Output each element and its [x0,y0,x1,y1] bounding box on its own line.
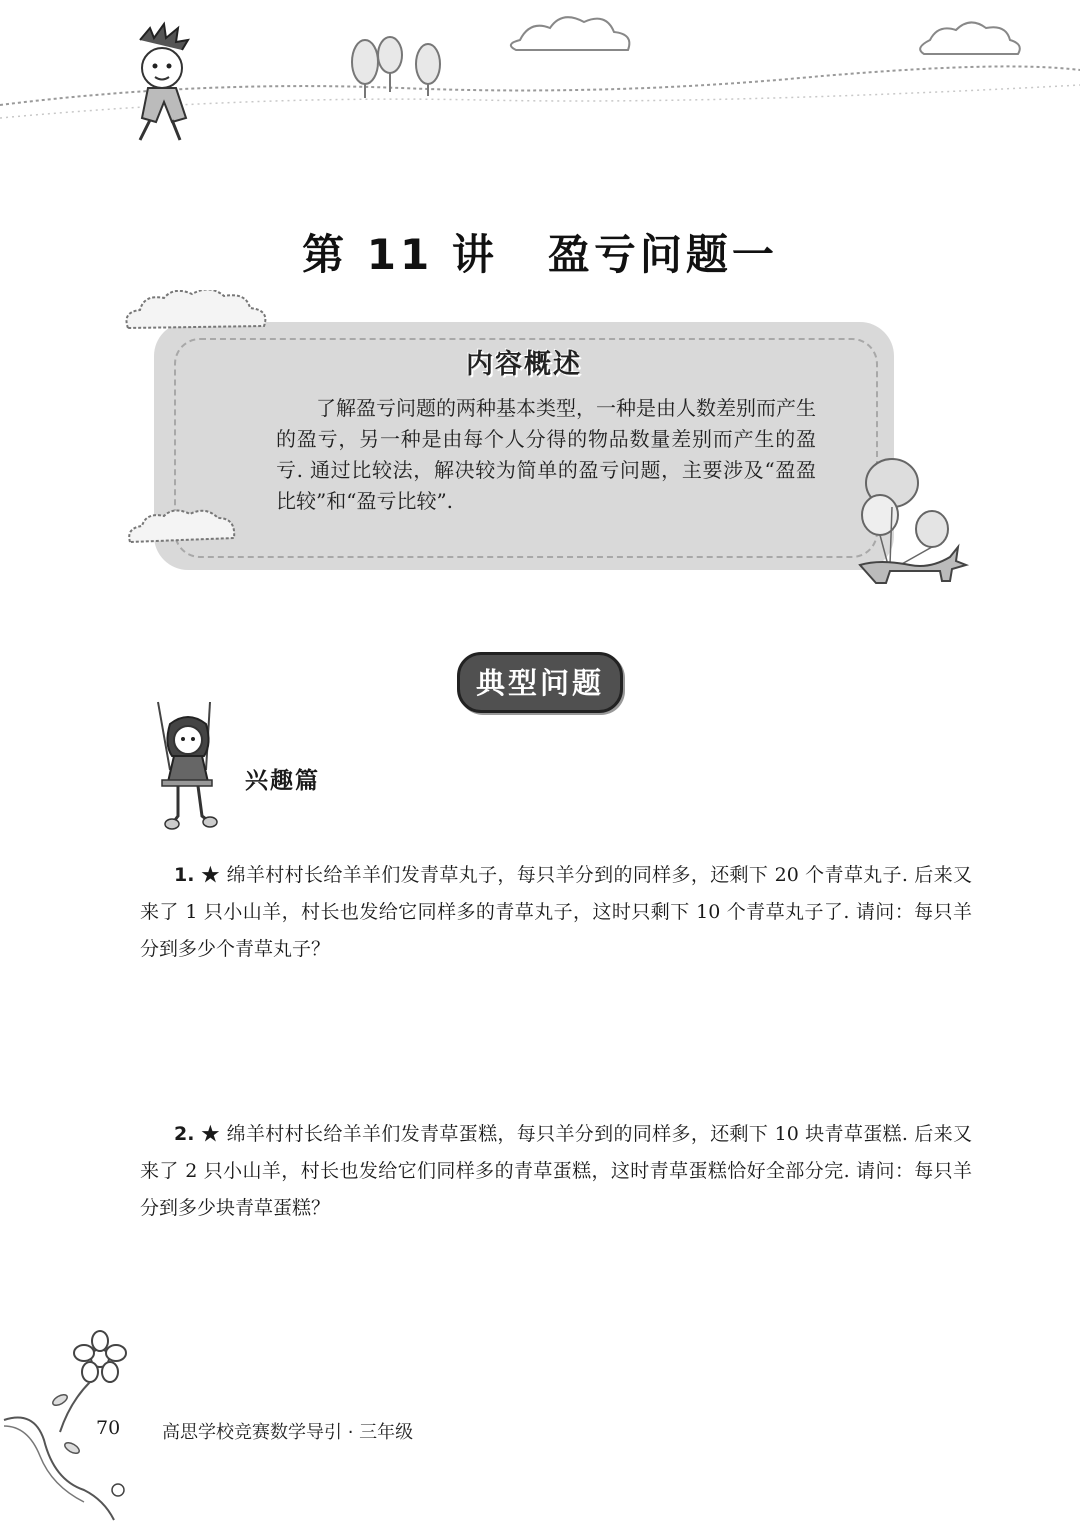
problem-2-number: 2. [174,1123,195,1145]
chapter-topic: 盈亏问题一 [547,230,778,279]
overview-heading: 内容概述 [466,349,582,380]
boy-character-icon [140,24,188,140]
cloud-icon [118,290,288,340]
section-heading: 兴趣篇 [245,768,320,794]
problem-2 [140,1116,972,1227]
chapter-title [0,222,1080,282]
header-illustration [0,0,1080,160]
problem-2-stars: ★ [200,1123,221,1145]
problem-1 [140,857,972,968]
typical-problems-label: 典型问题 [457,652,623,713]
cloud-icon [511,17,630,50]
book-title: 高思学校竞赛数学导引 · 三年级 [162,1422,414,1443]
problem-2-text: 绵羊村村长给羊羊们发青草蛋糕，每只羊分到的同样多，还剩下 10 块青草蛋糕. 后来又来了 2 只小山羊，村长也发给它们同样多的青草蛋糕，这时青草蛋糕恰好全部分完. 请问：每只羊分到多少块青草蛋糕？ [140,1123,972,1219]
girl-on-swing-icon [140,700,236,835]
flower-vine-icon [0,1330,150,1525]
overview-text: 了解盈亏问题的两种基本类型，一种是由人数差别而产生的盈亏，另一种是由每个人分得的物品数量差别而产生的盈亏. 通过比较法，解决较为简单的盈亏问题，主要涉及“盈盈比较”和“盈亏比较”. [276,396,816,513]
problem-1-stars: ★ [200,864,221,886]
cloud-icon [122,508,252,552]
problem-1-text: 绵羊村村长给羊羊们发青草丸子，每只羊分到的同样多，还剩下 20 个青草丸子. 后来又来了 1 只小山羊，村长也发给它同样多的青草丸子，这时只剩下 10 个青草丸子了. 请问：每只羊分到多少个青草丸子？ [140,864,972,960]
cloud-icon [920,22,1020,54]
balloon-dog-icon [840,455,980,595]
problem-1-number: 1. [174,864,195,886]
page-number: 70 [96,1417,121,1439]
chapter-number: 第 11 讲 [302,230,498,279]
